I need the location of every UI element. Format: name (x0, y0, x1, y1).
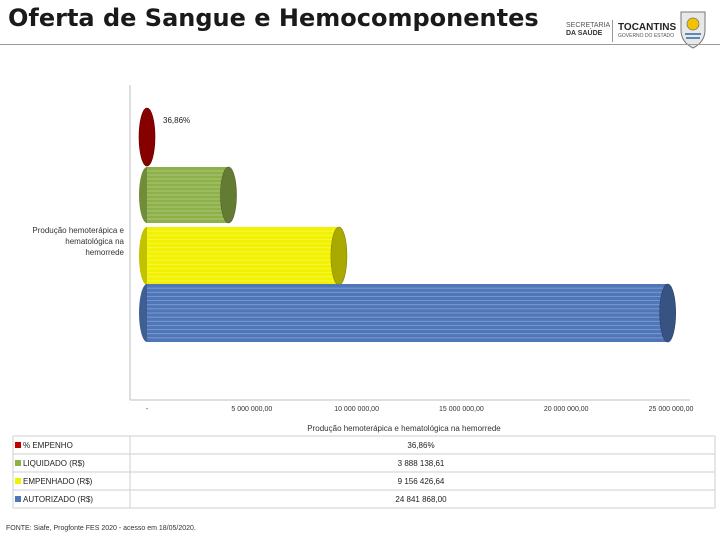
x-tick-label: - (145, 406, 149, 413)
legend-label: LIQUIDADO (R$) (23, 459, 85, 468)
bar-end-cap (331, 227, 347, 285)
bar-data-label: 36,86% (163, 116, 191, 125)
legend-swatch (15, 496, 21, 502)
table-value: 36,86% (407, 441, 435, 450)
x-tick-label: 15 000 000,00 (439, 406, 484, 413)
legend-swatch (15, 442, 21, 448)
table-value: 3 888 138,61 (397, 459, 445, 468)
page-title: Oferta de Sangue e Hemocomponentes (8, 4, 539, 32)
bar-end-cap (660, 284, 676, 342)
x-tick-label: 20 000 000,00 (543, 406, 589, 413)
legend-swatch (15, 460, 21, 466)
legend-label: EMPENHADO (R$) (23, 477, 93, 486)
source-footnote: FONTE: Siafe, Progfonte FES 2020 - acesso em 18/05/2020. (6, 525, 196, 532)
y-category-label: Produção hemoterápica e hematológica na hemorrede (32, 226, 124, 257)
table-value: 24 841 868,00 (395, 495, 447, 504)
legend-swatch (15, 478, 21, 484)
state-name: TOCANTINS (618, 22, 677, 33)
x-tick-label: 5 000 000,00 (231, 406, 273, 413)
x-axis-title: Produção hemoterápica e hematológica na hemorrede (307, 424, 501, 433)
state-sub: GOVERNO DO ESTADO (618, 33, 675, 39)
secretaria-line2: DA SAÚDE (566, 30, 603, 37)
bar-end-cap (139, 108, 155, 166)
table-value: 9 156 426,64 (397, 477, 445, 486)
bar-end-cap (220, 167, 236, 223)
legend-label: AUTORIZADO (R$) (23, 495, 94, 504)
x-tick-label: 25 000 000,00 (648, 406, 694, 413)
legend-label: % EMPENHO (23, 441, 73, 450)
x-tick-label: 10 000 000,00 (334, 406, 379, 413)
secretaria-line1: SECRETARIA (566, 22, 611, 29)
